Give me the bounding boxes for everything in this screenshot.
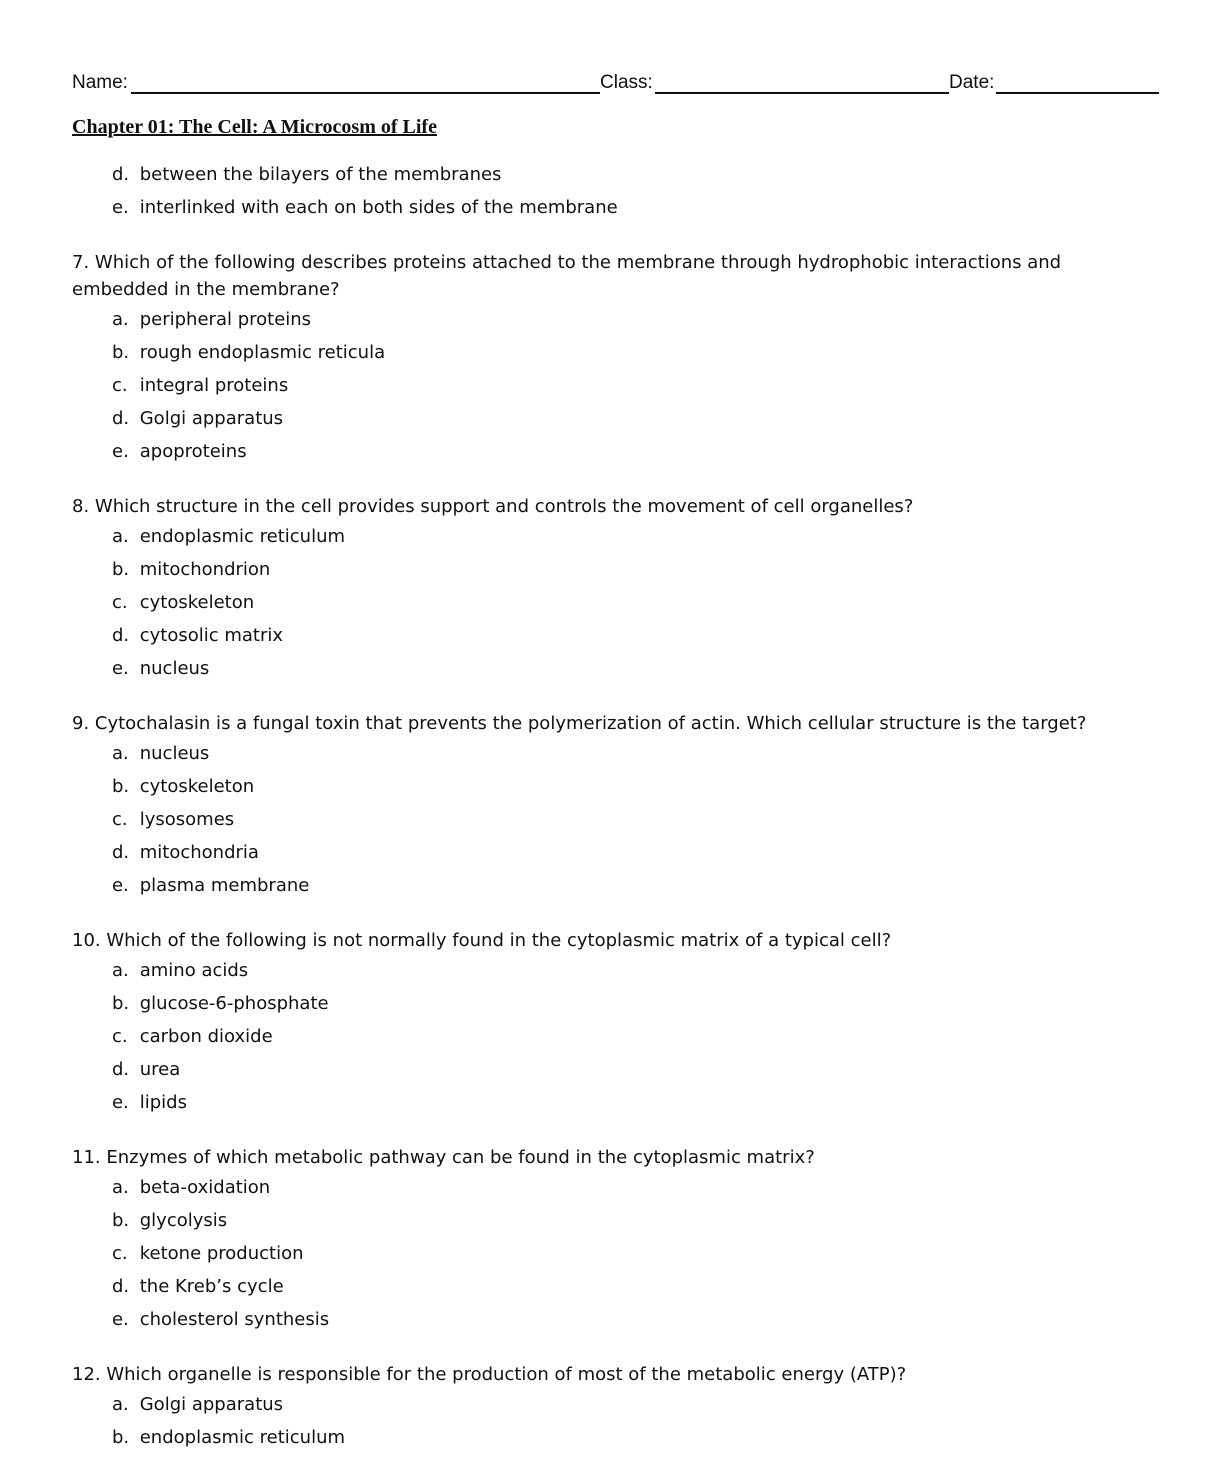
option-letter: b.	[112, 342, 130, 363]
chapter-title: Chapter 01: The Cell: A Microcosm of Life	[72, 116, 437, 138]
option-text: carbon dioxide	[139, 1026, 273, 1047]
option-letter: a.	[112, 960, 129, 981]
option-text: amino acids	[139, 960, 249, 981]
question-list	[72, 160, 1162, 1479]
option-text: rough endoplasmic reticula	[139, 342, 386, 363]
answer-option	[72, 555, 1162, 588]
option-letter: e.	[112, 1309, 129, 1330]
option-text: cytoskeleton	[139, 776, 255, 797]
answer-option	[72, 805, 1162, 838]
option-text: beta-oxidation	[139, 1177, 271, 1198]
answer-option	[72, 739, 1162, 772]
answer-option	[72, 871, 1162, 904]
option-text: ketone production	[139, 1243, 304, 1264]
answer-option	[72, 193, 1162, 226]
option-text: cytoskeleton	[139, 592, 255, 613]
option-letter: c.	[112, 592, 128, 613]
option-letter: b.	[112, 1210, 130, 1231]
option-letter: b.	[112, 559, 130, 580]
option-letter: b.	[112, 993, 130, 1014]
answer-option	[72, 160, 1162, 193]
question-8	[72, 493, 1162, 687]
header-fields	[72, 70, 1159, 96]
option-letter: d.	[112, 164, 130, 185]
option-text: glycolysis	[139, 1210, 228, 1231]
date-label: Date:	[949, 72, 995, 93]
answer-option	[72, 437, 1162, 470]
option-letter: a.	[112, 743, 129, 764]
answer-option	[72, 956, 1162, 989]
option-text: endoplasmic reticulum	[139, 526, 346, 547]
question-9	[72, 710, 1162, 904]
option-letter: d.	[112, 408, 130, 429]
option-letter: d.	[112, 625, 130, 646]
question-text: 10. Which of the following is not normally found in the cytoplasmic matrix of a typical cell?	[72, 930, 892, 951]
question-text: 9. Cytochalasin is a fungal toxin that prevents the polymerization of actin. Which cellular structure is the target?	[72, 713, 1087, 734]
answer-option	[72, 1088, 1162, 1121]
option-letter: a.	[112, 1177, 129, 1198]
option-letter: d.	[112, 842, 130, 863]
option-letter: c.	[112, 375, 128, 396]
option-text: plasma membrane	[139, 875, 310, 896]
answer-option	[72, 522, 1162, 555]
option-text: Golgi apparatus	[139, 408, 284, 429]
answer-option	[72, 772, 1162, 805]
option-text: nucleus	[139, 743, 210, 764]
question-text: 7. Which of the following describes proteins attached to the membrane through hydrophobic interactions and embedded in the membrane?	[72, 252, 1062, 300]
option-text: cytosolic matrix	[139, 625, 284, 646]
option-letter: d.	[112, 1059, 130, 1080]
answer-option	[72, 1055, 1162, 1088]
answer-option	[72, 1206, 1162, 1239]
option-letter: e.	[112, 875, 129, 896]
option-text: the Kreb’s cycle	[139, 1276, 284, 1297]
name-label: Name:	[72, 72, 128, 93]
option-letter: a.	[112, 309, 129, 330]
option-text: Golgi apparatus	[139, 1394, 284, 1415]
answer-option	[72, 1272, 1162, 1305]
option-letter: e.	[112, 441, 129, 462]
option-letter: c.	[112, 1026, 128, 1047]
option-letter: c.	[112, 1243, 128, 1264]
option-text: endoplasmic reticulum	[139, 1427, 346, 1448]
question-text: 11. Enzymes of which metabolic pathway can be found in the cytoplasmic matrix?	[72, 1147, 815, 1168]
option-text: cholesterol synthesis	[139, 1309, 330, 1330]
option-letter: e.	[112, 658, 129, 679]
answer-option	[72, 1305, 1162, 1338]
answer-option	[72, 338, 1162, 371]
answer-option	[72, 621, 1162, 654]
answer-option	[72, 371, 1162, 404]
option-text: glucose-6-phosphate	[139, 993, 329, 1014]
answer-option	[72, 1173, 1162, 1206]
question-11	[72, 1144, 1162, 1338]
question-10	[72, 927, 1162, 1121]
option-text: urea	[139, 1059, 181, 1080]
option-text: peripheral proteins	[139, 309, 312, 330]
option-text: lysosomes	[139, 809, 235, 830]
answer-option	[72, 1239, 1162, 1272]
answer-option	[72, 404, 1162, 437]
answer-option	[72, 838, 1162, 871]
option-letter: a.	[112, 526, 129, 547]
answer-option	[72, 1022, 1162, 1055]
option-text: mitochondria	[139, 842, 259, 863]
option-letter: a.	[112, 1394, 129, 1415]
class-label: Class:	[600, 72, 653, 93]
question-7	[72, 249, 1162, 470]
option-text: integral proteins	[139, 375, 289, 396]
option-text: interlinked with each on both sides of the membrane	[139, 197, 618, 218]
option-text: between the bilayers of the membranes	[139, 164, 502, 185]
question-12	[72, 1361, 1162, 1456]
option-letter: e.	[112, 197, 129, 218]
option-text: nucleus	[139, 658, 210, 679]
date-blank-line	[996, 92, 1159, 94]
option-text: mitochondrion	[139, 559, 271, 580]
name-blank-line	[131, 92, 600, 94]
option-text: apoproteins	[139, 441, 247, 462]
answer-option	[72, 989, 1162, 1022]
option-text: lipids	[139, 1092, 187, 1113]
answer-option	[72, 588, 1162, 621]
question-text: 8. Which structure in the cell provides support and controls the movement of cell organelles?	[72, 496, 914, 517]
answer-option	[72, 305, 1162, 338]
answer-option	[72, 1390, 1162, 1423]
question-text: 12. Which organelle is responsible for the production of most of the metabolic energy (ATP)?	[72, 1364, 907, 1385]
option-letter: e.	[112, 1092, 129, 1113]
question-6-continued	[72, 160, 1162, 226]
option-letter: d.	[112, 1276, 130, 1297]
option-letter: b.	[112, 1427, 130, 1448]
answer-option	[72, 654, 1162, 687]
class-blank-line	[655, 92, 949, 94]
option-letter: c.	[112, 809, 128, 830]
option-letter: b.	[112, 776, 130, 797]
answer-option	[72, 1423, 1162, 1456]
